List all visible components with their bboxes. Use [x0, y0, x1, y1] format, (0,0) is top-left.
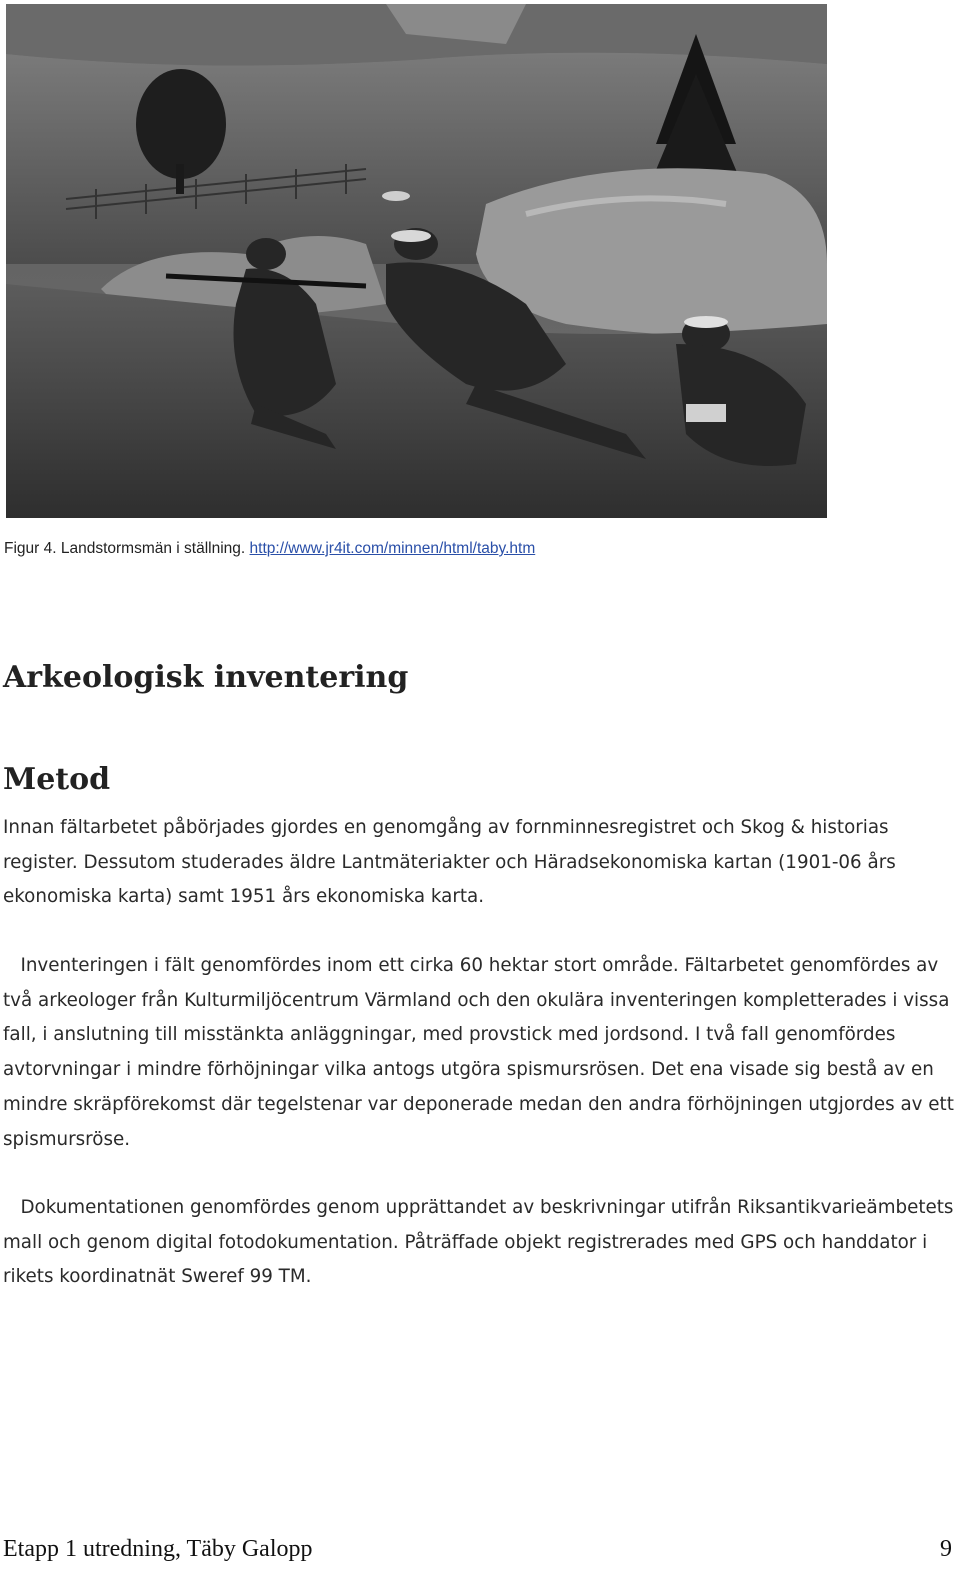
page-footer-title: Etapp 1 utredning, Täby Galopp [3, 1536, 313, 1562]
page-number: 9 [940, 1536, 952, 1562]
paragraph-sources: Innan fältarbetet påbörjades gjordes en genomgång av fornminnesregistret och Skog & historias register. Dessutom studerades äldre Lantmäteriakter och Häradsekonomiska kartan (1901-06 års ekonomiska karta) samt 1951 års ekonomiska karta. [3, 817, 896, 908]
landstorm-photo-illustration [6, 4, 827, 518]
caption-text: Figur 4. Landstormsmän i ställning. [4, 540, 250, 557]
paragraph-documentation: Dokumentationen genomfördes genom upprättandet av beskrivningar utifrån Riksantikvarieämbetets mall och genom digital fotodokumentation. Påträffade objekt registrerades med GPS och handdator i rikets koordinatnät Sweref 99 TM. [3, 1197, 960, 1288]
figure-photo [6, 4, 827, 518]
section-heading: Arkeologisk inventering [3, 660, 409, 695]
figure-caption [4, 540, 535, 558]
paragraph-fieldwork: Inventeringen i fält genomfördes inom ett cirka 60 hektar stort område. Fältarbetet genomfördes av två arkeologer från Kulturmiljöcentrum Värmland och den okulära inventeringen kompletterades i vissa fall, i anslutning till misstänkta anläggningar, med provstick med jordsond. I två fall genomfördes avtorvningar i mindre förhöjningar vilka antogs utgöra spismursrösen. Det ena visade sig bestå av en mindre skräpförekomst där tegelstenar var deponerade medan den andra förhöjningen utgjordes av ett spismursröse. [3, 955, 960, 1150]
caption-source-link[interactable]: http://www.jr4it.com/minnen/html/taby.htm [249, 540, 536, 557]
subsection-heading: Metod [3, 762, 111, 797]
